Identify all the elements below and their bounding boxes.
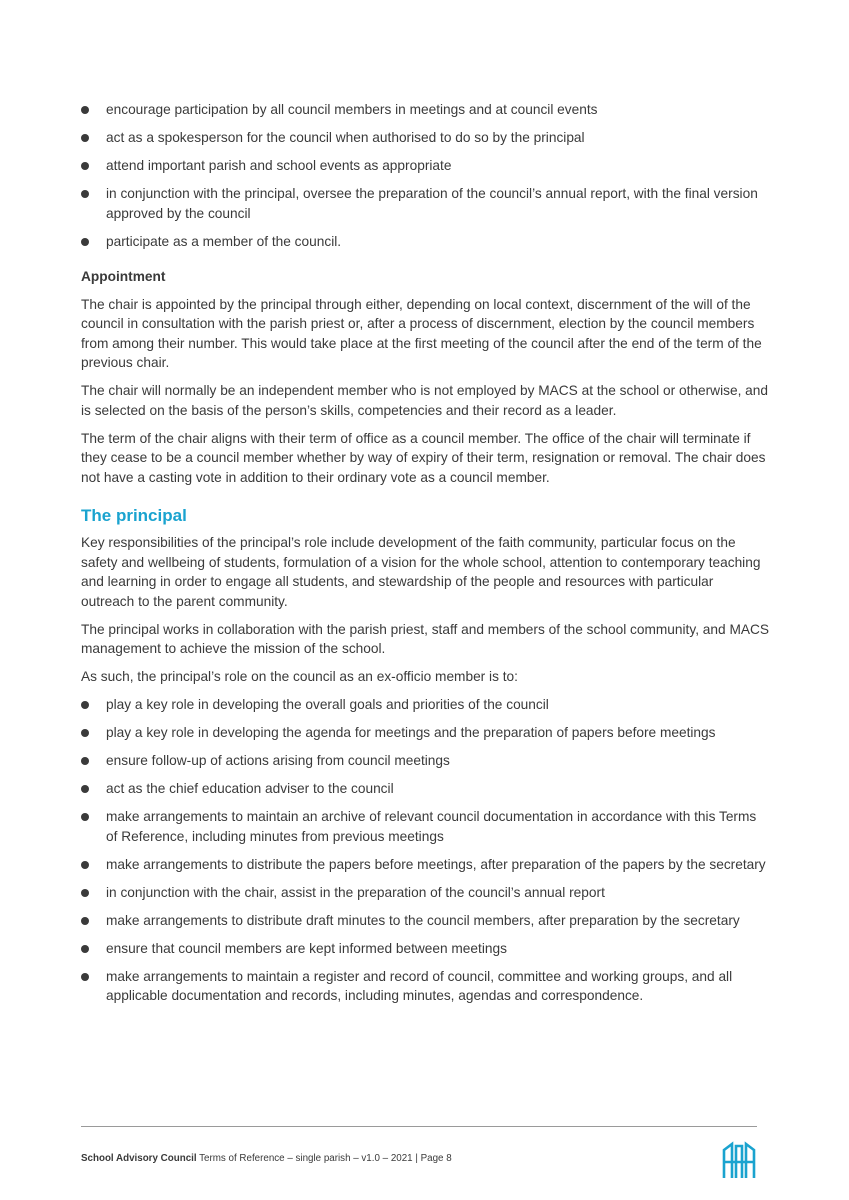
principal-paragraph: Key responsibilities of the principal’s role include development of the faith community, particular focus on the safety and wellbeing of students, formulation of a vision for the whole school, attention to contemporary teaching and learning in order to engage all students, and stewardship of the people and resources with particular outreach to the parent community. <box>81 535 761 609</box>
footer-title: School Advisory Council <box>81 1153 197 1164</box>
list-item: make arrangements to distribute the papers before meetings, after preparation of the papers by the secretary <box>81 855 769 875</box>
list-item: ensure that council members are kept informed between meetings <box>81 939 769 959</box>
list-item: attend important parish and school events as appropriate <box>81 156 769 176</box>
bullet-dot-icon <box>81 106 89 114</box>
list-item: act as the chief education adviser to the council <box>81 779 769 799</box>
macs-logo-icon <box>722 1140 756 1180</box>
principal-heading: The principal <box>81 506 187 525</box>
page-footer <box>81 1153 452 1164</box>
list-item: play a key role in developing the agenda for meetings and the preparation of papers before meetings <box>81 723 769 743</box>
bullet-dot-icon <box>81 729 89 737</box>
page-content <box>81 100 769 1014</box>
chair-duties-list <box>81 100 769 251</box>
principal-paragraph: As such, the principal’s role on the council as an ex-officio member is to: <box>81 669 518 684</box>
list-item: encourage participation by all council members in meetings and at council events <box>81 100 769 120</box>
list-item: ensure follow-up of actions arising from council meetings <box>81 751 769 771</box>
bullet-dot-icon <box>81 917 89 925</box>
list-item: in conjunction with the principal, oversee the preparation of the council’s annual report, with the final version approved by the council <box>81 184 769 223</box>
list-item: act as a spokesperson for the council when authorised to do so by the principal <box>81 128 769 148</box>
bullet-dot-icon <box>81 889 89 897</box>
footer-details: Terms of Reference – single parish – v1.0 – 2021 | Page 8 <box>196 1153 452 1164</box>
bullet-dot-icon <box>81 757 89 765</box>
list-item: participate as a member of the council. <box>81 232 769 252</box>
principal-paragraph: The principal works in collaboration with the parish priest, staff and members of the school community, and MACS management to achieve the mission of the school. <box>81 621 769 656</box>
list-item: in conjunction with the chair, assist in the preparation of the council’s annual report <box>81 883 769 903</box>
list-item: play a key role in developing the overall goals and priorities of the council <box>81 695 769 715</box>
appointment-paragraph: The chair is appointed by the principal through either, depending on local context, discernment of the will of the council in consultation with the parish priest or, after a process of discernment, election by the council members from among their number. This would take place at the first meeting of the council after the end of the term of the previous chair. <box>81 296 762 370</box>
bullet-dot-icon <box>81 162 89 170</box>
bullet-dot-icon <box>81 813 89 821</box>
appointment-paragraph: The term of the chair aligns with their term of office as a council member. The office of the chair will terminate if they cease to be a council member whether by way of expiry of their term, resignation or removal. The chair does not have a casting vote in addition to their ordinary vote as a council member. <box>81 430 766 485</box>
appointment-paragraph: The chair will normally be an independent member who is not employed by MACS at the school or otherwise, and is selected on the basis of the person’s skills, competencies and their record as a leader. <box>81 383 769 418</box>
bullet-dot-icon <box>81 861 89 869</box>
list-item: make arrangements to maintain a register and record of council, committee and working groups, and all applicable documentation and records, including minutes, agendas and correspondence. <box>81 967 769 1006</box>
bullet-dot-icon <box>81 701 89 709</box>
list-item: make arrangements to distribute draft minutes to the council members, after preparation by the secretary <box>81 911 769 931</box>
bullet-dot-icon <box>81 973 89 981</box>
bullet-dot-icon <box>81 190 89 198</box>
list-item: make arrangements to maintain an archive of relevant council documentation in accordance with this Terms of Reference, including minutes from previous meetings <box>81 807 769 846</box>
bullet-dot-icon <box>81 238 89 246</box>
appointment-heading: Appointment <box>81 269 166 284</box>
principal-duties-list <box>81 695 769 1006</box>
bullet-dot-icon <box>81 785 89 793</box>
bullet-dot-icon <box>81 134 89 142</box>
footer-divider <box>81 1126 757 1127</box>
bullet-dot-icon <box>81 945 89 953</box>
